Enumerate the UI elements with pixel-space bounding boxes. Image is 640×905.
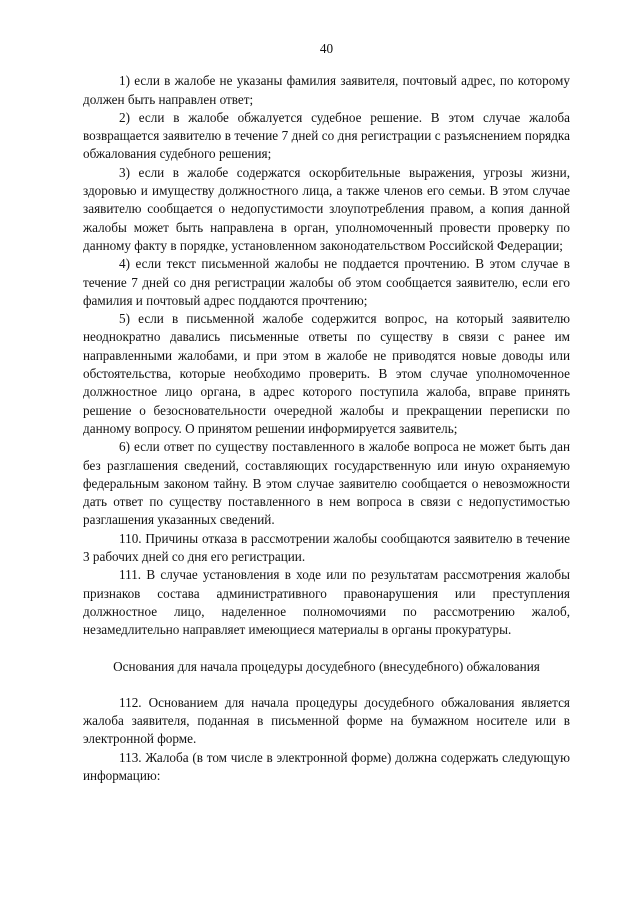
page-number: 40 bbox=[319, 41, 334, 56]
paragraph-110: 110. Причины отказа в рассмотрении жалобы сообщаются заявителю в течение 3 рабочих дней со дня его регистрации. bbox=[83, 530, 570, 565]
paragraph-111: 111. В случае установления в ходе или по результатам рассмотрения жалобы признаков состава административного правонарушения или преступления должностное лицо, наделенное полномочиями по рассмотрению жалоб, незамедлительно направляет имеющиеся материалы в органы прокуратуры. bbox=[83, 567, 570, 638]
section-heading: Основания для начала процедуры досудебного (внесудебного) обжалования bbox=[113, 658, 540, 674]
paragraph-112: 112. Основанием для начала процедуры досудебного обжалования является жалоба заявителя, поданная в письменной форме на бумажном носителе или в электронной форме. bbox=[83, 694, 570, 747]
paragraph-item-5: 5) если в письменной жалобе содержится вопрос, на который заявителю неоднократно давались письменные ответы по существу в связи с ранее им направленными жалобами, и при этом в жалобе не приводятся новые доводы или обстоятельства, которые необходимо проверить. В этом случае уполномоченное должностное лицо органа, в адрес которого поступила жалоба, вправе принять решение о безосновательности очередной жалобы и прекращении переписки по данному вопросу. О принятом решении информируется заявитель; bbox=[83, 311, 570, 436]
paragraph-item-4: 4) если текст письменной жалобы не поддается прочтению. В этом случае в течение 7 дней со дня регистрации жалобы об этом сообщается заявителю, если его фамилия и почтовый адрес поддаются прочтению; bbox=[83, 256, 570, 308]
paragraph-113: 113. Жалоба (в том числе в электронной форме) должна содержать следующую информацию: bbox=[83, 749, 570, 783]
paragraph-item-6: 6) если ответ по существу поставленного в жалобе вопроса не может быть дан без разглашения сведений, составляющих государственную или иную охраняемую федеральным законом тайну. В этом случае заявителю сообщается о невозможности дать ответ по существу поставленного в нем вопроса в связи с недопустимостью разглашения указанных сведений. bbox=[83, 439, 570, 528]
paragraph-item-2: 2) если в жалобе обжалуется судебное решение. В этом случае жалоба возвращается заявителю в течение 7 дней со дня регистрации с разъяснением порядка обжалования судебного решения; bbox=[83, 109, 570, 162]
paragraph-item-3: 3) если в жалобе содержатся оскорбительные выражения, угрозы жизни, здоровью и имуществу должностного лица, а также членов его семьи. В этом случае заявителю сообщается о недопустимости злоупотребления правом, а копия данной жалобы может быть направлена в орган, уполномоченный провести проверку по данному факту в порядке, установленном законодательством Российской Федерации; bbox=[83, 164, 570, 253]
paragraph-item-1: 1) если в жалобе не указаны фамилия заявителя, почтовый адрес, по которому должен быть направлен ответ; bbox=[83, 73, 570, 107]
document-page bbox=[83, 40, 570, 785]
